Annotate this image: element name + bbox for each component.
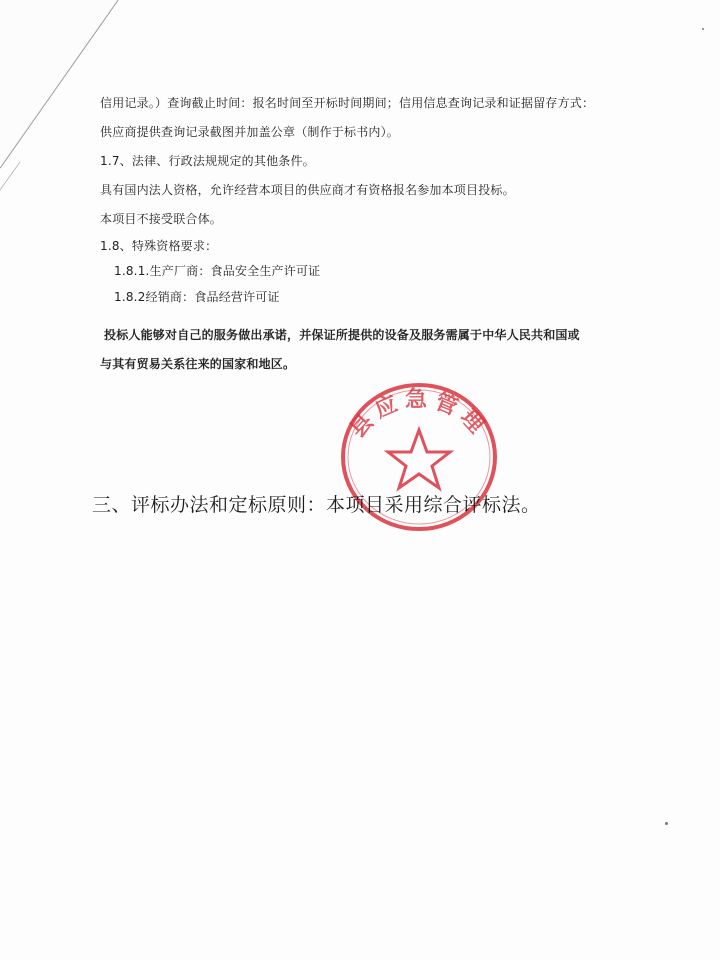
text-line-no-consortium: 本项目不接受联合体。 xyxy=(100,212,223,226)
seal-text: 县应急管理 xyxy=(345,387,493,443)
section-heading-evaluation: 三、评标办法和定标原则：本项目采用综合评标法。 xyxy=(92,494,541,516)
scan-speck xyxy=(665,822,668,825)
text-line-2: 供应商提供查询记录截图并加盖公章（制作于标书内）。 xyxy=(100,125,400,139)
clause-1-8: 1.8、特殊资格要求： xyxy=(100,239,218,253)
clause-1-8-1: 1.8.1.生产厂商：食品安全生产许可证 xyxy=(114,264,321,278)
commitment-line-2: 与其有贸易关系往来的国家和地区。 xyxy=(100,357,296,371)
text-line-qualification: 具有国内法人资格，允许经营本项目的供应商才有资格报名参加本项目投标。 xyxy=(100,183,515,197)
text-line-1: 信用记录。）查询截止时间：报名时间至开标时间期间；信用信息查询记录和证据留存方式： xyxy=(100,96,595,110)
clause-1-8-2: 1.8.2经销商：食品经营许可证 xyxy=(114,290,280,304)
commitment-line-1: 投标人能够对自己的服务做出承诺，并保证所提供的设备及服务需属于中华人民共和国或 xyxy=(104,328,580,342)
clause-1-7: 1.7、法律、行政法规规定的其他条件。 xyxy=(100,154,315,168)
scan-speck xyxy=(702,28,704,30)
